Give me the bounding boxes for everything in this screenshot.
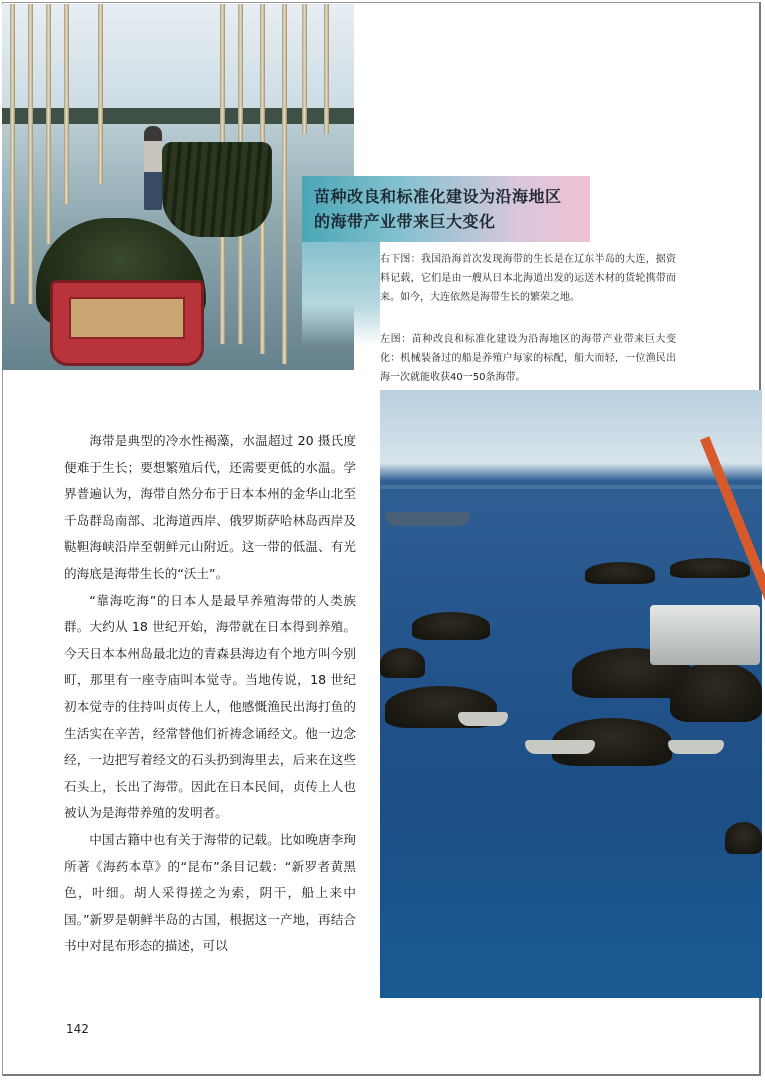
hanging-kelp bbox=[162, 142, 272, 237]
kelp-boats-sea-photo bbox=[380, 390, 762, 998]
page-number: 142 bbox=[66, 1022, 89, 1036]
bamboo-pole bbox=[10, 4, 15, 304]
headline-box bbox=[302, 176, 590, 242]
fisherman-figure bbox=[144, 126, 162, 210]
kelp-boat bbox=[670, 662, 762, 722]
body-paragraph-1: 海带是典型的冷水性褐藻，水温超过 20 摄氏度便难于生长；要想繁殖后代，还需要更低的水温。学界普遍认为，海带自然分布于日本本州的金华山北至千岛群岛南部、北海道西岸、俄罗斯萨哈林岛西岸及鞑靼海峡沿岸至朝鲜元山附近。这一带的低温、有光的海底是海带生长的“沃土”。 bbox=[64, 433, 356, 581]
distant-boat bbox=[385, 512, 470, 526]
bamboo-pole bbox=[302, 4, 307, 134]
white-hull-boat bbox=[668, 740, 724, 754]
kelp-boat bbox=[585, 562, 655, 584]
kelp-boat bbox=[725, 822, 762, 854]
headline-line-2: 的海带产业带来巨大变化 bbox=[314, 212, 496, 231]
white-hull-boat bbox=[525, 740, 595, 754]
kelp-boat bbox=[412, 612, 490, 640]
caption-left-photo: 左图：苗种改良和标准化建设为沿海地区的海带产业带来巨大变化：机械装备过的船是养殖户每家的标配，船大而轻，一位渔民出海一次就能收获40一50条海带。 bbox=[380, 334, 676, 383]
boat-deck bbox=[69, 297, 185, 339]
body-text bbox=[64, 428, 356, 960]
white-vessel bbox=[650, 605, 760, 665]
bamboo-pole bbox=[282, 4, 287, 364]
bamboo-pole bbox=[324, 4, 329, 134]
headline bbox=[314, 184, 584, 234]
horizon-line bbox=[380, 485, 762, 489]
white-hull-boat bbox=[458, 712, 508, 726]
body-paragraph-3: 中国古籍中也有关于海带的记载。比如晚唐李珣所著《海药本草》的“昆布”条目记载：“新罗者黄黑色，叶细。胡人采得搓之为索，阴干，船上来中国。”新罗是朝鲜半岛的古国，根据这一产地，再结合书中对昆布形态的描述，可以 bbox=[64, 831, 356, 954]
bamboo-pole bbox=[46, 4, 51, 244]
body-paragraph-2: “靠海吃海”的日本人是最早养殖海带的人类族群。大约从 18 世纪开始，海带就在日本得到养殖。今天日本本州岛最北边的青森县海边有个地方叫今别町，那里有一座寺庙叫本觉寺。当地传说，18 世纪初本觉寺的住持叫贞传上人，他感慨渔民出海打鱼的生活实在辛苦，经常替他们祈祷念诵经文。他一边念经，一边把写着经文的石头扔到海里去，后来在这些石头上，长出了海带。因此在日本民间，贞传上人也被认为是海带养殖的发明者。 bbox=[64, 592, 356, 821]
red-boat bbox=[50, 280, 204, 366]
bamboo-pole bbox=[28, 4, 33, 304]
headline-fade-bar bbox=[302, 242, 380, 346]
kelp-boat bbox=[380, 648, 425, 678]
caption-right-photo: 右下图：我国沿海首次发现海带的生长是在辽东半岛的大连，据资料记载，它们是由一艘从日本北海道出发的运送木材的货轮携带而来。如今，大连依然是海带生长的繁荣之地。 bbox=[380, 254, 676, 303]
kelp-boat bbox=[670, 558, 750, 578]
bamboo-pole bbox=[98, 4, 103, 184]
headline-line-1: 苗种改良和标准化建设为沿海地区 bbox=[314, 187, 562, 206]
bamboo-pole bbox=[64, 4, 69, 204]
